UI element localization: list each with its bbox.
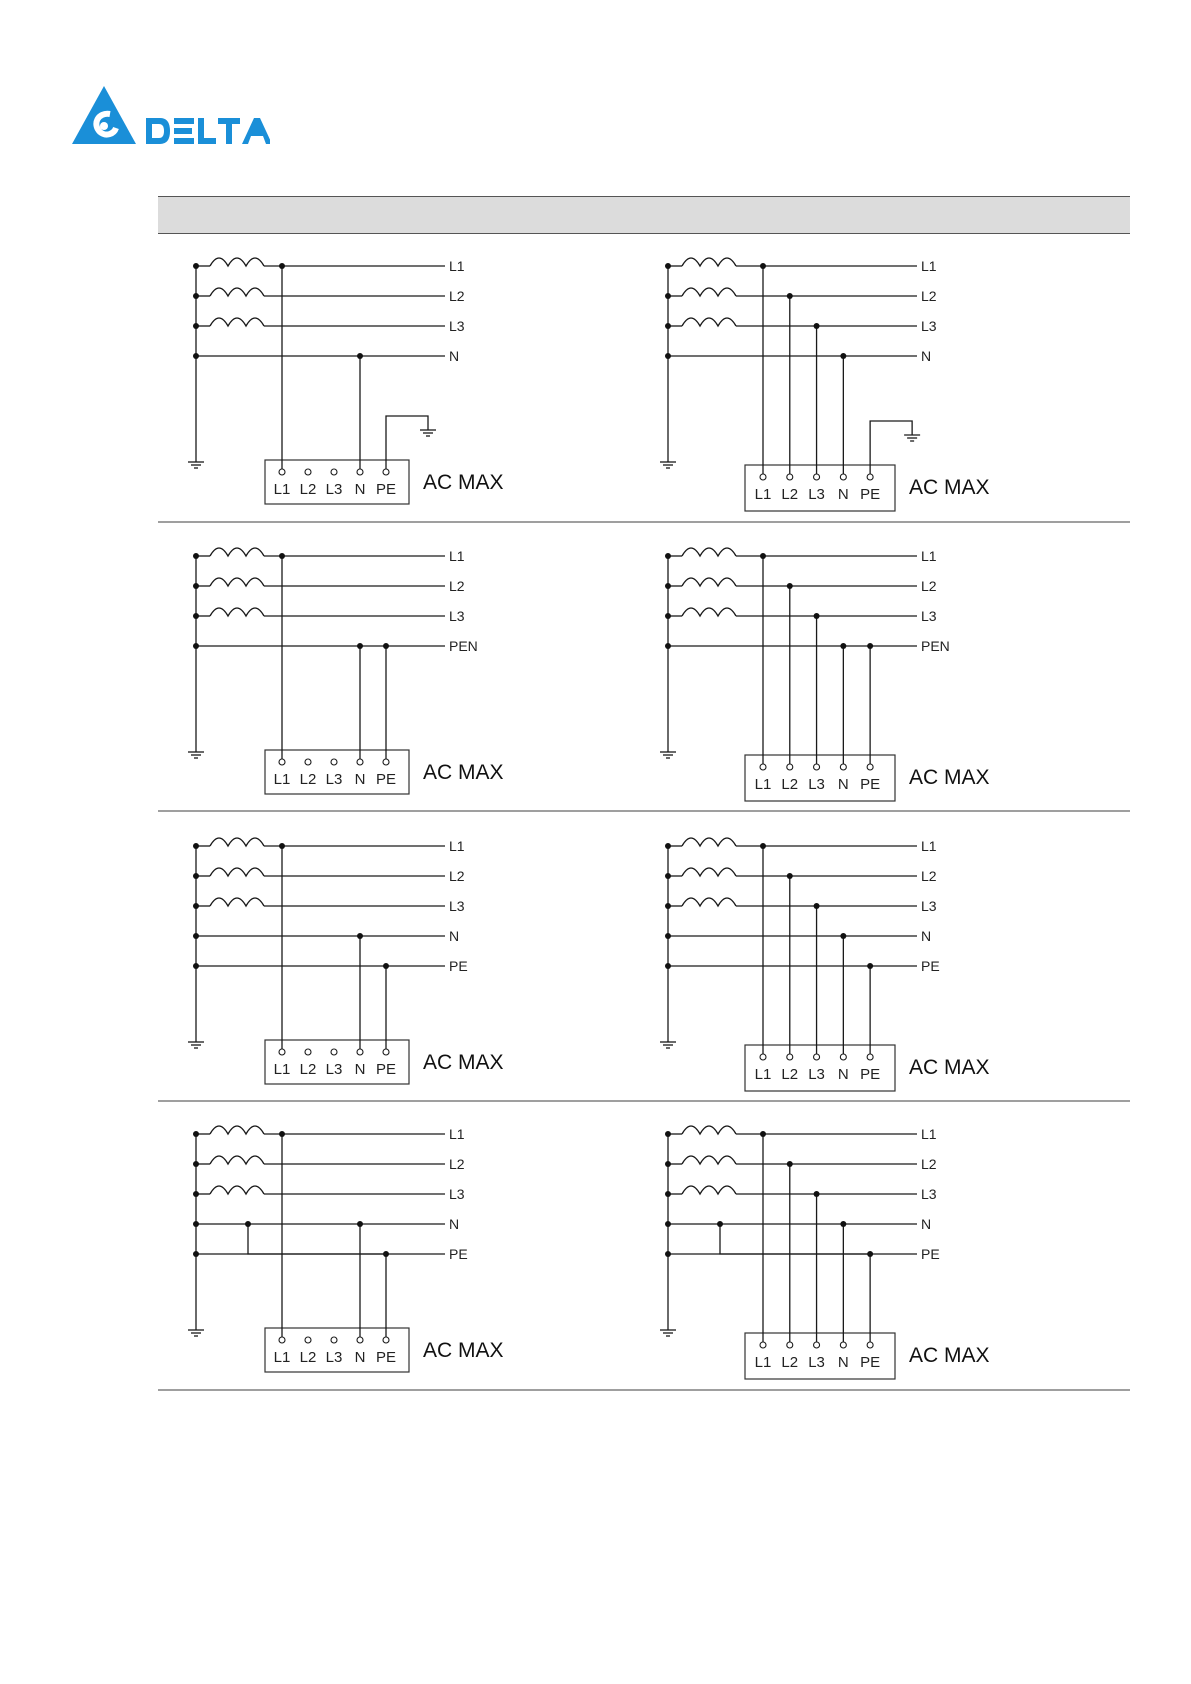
line-label: L2 (921, 578, 937, 594)
terminal-label: L2 (299, 1061, 317, 1078)
coil-icon (682, 288, 736, 296)
junction-dot (193, 1161, 199, 1167)
junction-dot (193, 903, 199, 909)
terminal-icon (840, 474, 846, 480)
terminal-icon (331, 1049, 337, 1055)
line-label: L1 (921, 258, 937, 274)
coil-icon (682, 608, 736, 616)
coil-icon (210, 258, 264, 266)
terminal-label: PE (860, 1066, 881, 1083)
terminal-label: PE (375, 1349, 397, 1366)
coil-icon (210, 318, 264, 326)
terminal-icon (331, 1337, 337, 1343)
line-label: L3 (449, 318, 465, 334)
terminal-icon (383, 1049, 389, 1055)
junction-dot (760, 843, 766, 849)
terminal-icon (814, 1342, 820, 1348)
pe-bridge-wire (720, 1224, 870, 1254)
terminal-icon (760, 1342, 766, 1348)
terminal-label: L1 (273, 481, 291, 498)
line-label: N (449, 348, 460, 364)
wiring-diagram (188, 258, 504, 504)
terminal-label: N (354, 1349, 366, 1366)
line-label: L3 (921, 1186, 937, 1202)
coil-icon (682, 1156, 736, 1164)
device-label: AC MAX (423, 1339, 504, 1362)
junction-dot (193, 643, 199, 649)
terminal-label: L1 (273, 1349, 291, 1366)
wiring-diagram (660, 258, 990, 511)
terminal-icon (840, 1054, 846, 1060)
junction-dot (814, 613, 820, 619)
junction-dot (665, 353, 671, 359)
terminal-icon (867, 1054, 873, 1060)
device-label: AC MAX (423, 471, 504, 494)
terminal-label: PE (375, 481, 397, 498)
terminal-icon (279, 1337, 285, 1343)
terminal-label: L1 (273, 1061, 291, 1078)
coil-icon (682, 868, 736, 876)
terminal-icon (279, 759, 285, 765)
junction-dot (279, 553, 285, 559)
line-label: L1 (921, 1126, 937, 1142)
junction-dot (665, 933, 671, 939)
terminal-icon (760, 474, 766, 480)
terminal-label: L3 (325, 481, 343, 498)
line-label: L1 (921, 548, 937, 564)
coil-icon (682, 548, 736, 556)
terminal-label: L1 (754, 776, 772, 793)
line-label: L2 (921, 868, 937, 884)
device-label: AC MAX (909, 766, 990, 789)
junction-dot (193, 1251, 199, 1257)
junction-dot (665, 873, 671, 879)
terminal-label: L2 (781, 1066, 799, 1083)
junction-dot (193, 553, 199, 559)
junction-dot (665, 553, 671, 559)
terminal-label: L2 (781, 1354, 799, 1371)
terminal-label: L2 (781, 486, 799, 503)
line-label: L2 (449, 288, 465, 304)
wiring-diagram (660, 548, 990, 801)
junction-dot (867, 643, 873, 649)
junction-dot (279, 1131, 285, 1137)
coil-icon (682, 838, 736, 846)
junction-dot (867, 963, 873, 969)
line-label: L1 (449, 838, 465, 854)
terminal-label: N (354, 481, 366, 498)
junction-dot (840, 643, 846, 649)
coil-icon (682, 318, 736, 326)
terminal-label: PE (375, 1061, 397, 1078)
terminal-label: PE (860, 486, 881, 503)
line-label: L3 (921, 898, 937, 914)
junction-dot (357, 643, 363, 649)
terminal-icon (331, 469, 337, 475)
junction-dot (665, 963, 671, 969)
coil-icon (210, 1156, 264, 1164)
terminal-icon (357, 759, 363, 765)
junction-dot (193, 1221, 199, 1227)
line-label: L3 (449, 608, 465, 624)
coil-icon (210, 1186, 264, 1194)
terminal-icon (787, 474, 793, 480)
junction-dot (814, 323, 820, 329)
junction-dot (193, 353, 199, 359)
terminal-icon (383, 469, 389, 475)
line-label: PEN (449, 638, 478, 654)
terminal-label: PE (860, 1354, 881, 1371)
terminal-icon (867, 1342, 873, 1348)
terminal-label: L1 (754, 1354, 772, 1371)
device-label: AC MAX (909, 1056, 990, 1079)
line-label: L3 (921, 318, 937, 334)
coil-icon (210, 288, 264, 296)
junction-dot (357, 1221, 363, 1227)
junction-dot (193, 963, 199, 969)
terminal-icon (814, 474, 820, 480)
terminal-icon (357, 1049, 363, 1055)
junction-dot (840, 933, 846, 939)
terminal-icon (357, 1337, 363, 1343)
junction-dot (279, 843, 285, 849)
wiring-diagram (660, 1126, 990, 1379)
coil-icon (210, 608, 264, 616)
junction-dot (665, 583, 671, 589)
junction-dot (717, 1221, 723, 1227)
terminal-label: N (837, 1066, 849, 1083)
terminal-icon (840, 1342, 846, 1348)
junction-dot (357, 353, 363, 359)
line-label: L2 (449, 1156, 465, 1172)
terminal-label: N (837, 1354, 849, 1371)
terminal-label: N (837, 486, 849, 503)
terminal-icon (760, 764, 766, 770)
line-label: N (921, 1216, 932, 1232)
junction-dot (665, 843, 671, 849)
coil-icon (210, 868, 264, 876)
line-label: L1 (449, 1126, 465, 1142)
terminal-icon (814, 764, 820, 770)
junction-dot (193, 1191, 199, 1197)
junction-dot (665, 613, 671, 619)
junction-dot (383, 643, 389, 649)
terminal-icon (787, 1054, 793, 1060)
junction-dot (193, 323, 199, 329)
junction-dot (665, 293, 671, 299)
junction-dot (787, 583, 793, 589)
terminal-label: N (354, 771, 366, 788)
line-label: L1 (449, 258, 465, 274)
line-label: L2 (921, 288, 937, 304)
wiring-diagram (188, 548, 504, 794)
device-label: AC MAX (423, 1051, 504, 1074)
terminal-icon (840, 764, 846, 770)
coil-icon (210, 838, 264, 846)
terminal-icon (867, 474, 873, 480)
line-label: L3 (449, 898, 465, 914)
junction-dot (665, 643, 671, 649)
device-label: AC MAX (909, 476, 990, 499)
junction-dot (193, 933, 199, 939)
terminal-icon (305, 1049, 311, 1055)
terminal-label: L3 (808, 776, 825, 793)
coil-icon (210, 578, 264, 586)
line-label: N (921, 348, 932, 364)
terminal-icon (279, 469, 285, 475)
junction-dot (279, 263, 285, 269)
terminal-icon (383, 759, 389, 765)
terminal-label: L3 (325, 771, 343, 788)
terminal-label: L1 (754, 486, 772, 503)
terminal-icon (383, 1337, 389, 1343)
device-label: AC MAX (909, 1344, 990, 1367)
junction-dot (193, 1131, 199, 1137)
line-label: L3 (449, 1186, 465, 1202)
junction-dot (665, 1131, 671, 1137)
junction-dot (665, 1161, 671, 1167)
wiring-diagram (660, 838, 990, 1091)
junction-dot (787, 873, 793, 879)
line-label: L1 (449, 548, 465, 564)
junction-dot (193, 613, 199, 619)
terminal-label: L3 (325, 1349, 343, 1366)
junction-dot (760, 553, 766, 559)
terminal-icon (305, 469, 311, 475)
coil-icon (210, 1126, 264, 1134)
pe-bridge-wire (248, 1224, 386, 1254)
line-label: L2 (921, 1156, 937, 1172)
junction-dot (193, 843, 199, 849)
line-label: L1 (921, 838, 937, 854)
terminal-icon (331, 759, 337, 765)
terminal-label: PE (860, 776, 881, 793)
coil-icon (682, 1186, 736, 1194)
terminal-icon (305, 1337, 311, 1343)
junction-dot (760, 263, 766, 269)
terminal-icon (760, 1054, 766, 1060)
junction-dot (760, 1131, 766, 1137)
coil-icon (210, 548, 264, 556)
junction-dot (665, 1191, 671, 1197)
coil-icon (210, 898, 264, 906)
terminal-label: L1 (754, 1066, 772, 1083)
line-label: N (449, 928, 460, 944)
junction-dot (814, 903, 820, 909)
terminal-label: L3 (808, 1354, 825, 1371)
terminal-icon (787, 1342, 793, 1348)
terminal-icon (787, 764, 793, 770)
junction-dot (193, 293, 199, 299)
junction-dot (787, 293, 793, 299)
junction-dot (665, 903, 671, 909)
terminal-label: PE (375, 771, 397, 788)
coil-icon (682, 578, 736, 586)
coil-icon (682, 258, 736, 266)
pe-wire (386, 416, 428, 469)
wiring-diagram (188, 1126, 504, 1372)
line-label: L2 (449, 578, 465, 594)
terminal-icon (814, 1054, 820, 1060)
terminal-label: L3 (808, 1066, 825, 1083)
junction-dot (665, 263, 671, 269)
junction-dot (193, 263, 199, 269)
junction-dot (193, 583, 199, 589)
line-label: PE (449, 1246, 468, 1262)
terminal-icon (279, 1049, 285, 1055)
line-label: PE (921, 1246, 940, 1262)
terminal-label: L2 (781, 776, 799, 793)
terminal-icon (867, 764, 873, 770)
terminal-label: L2 (299, 1349, 317, 1366)
line-label: L3 (921, 608, 937, 624)
junction-dot (840, 1221, 846, 1227)
terminal-icon (357, 469, 363, 475)
device-label: AC MAX (423, 761, 504, 784)
terminal-label: N (354, 1061, 366, 1078)
junction-dot (665, 323, 671, 329)
line-label: PE (921, 958, 940, 974)
junction-dot (193, 873, 199, 879)
terminal-label: L2 (299, 481, 317, 498)
line-label: N (921, 928, 932, 944)
terminal-label: L3 (325, 1061, 343, 1078)
terminal-label: L2 (299, 771, 317, 788)
junction-dot (665, 1251, 671, 1257)
junction-dot (787, 1161, 793, 1167)
junction-dot (840, 353, 846, 359)
line-label: PE (449, 958, 468, 974)
pe-wire (870, 421, 912, 474)
line-label: N (449, 1216, 460, 1232)
junction-dot (665, 1221, 671, 1227)
terminal-icon (305, 759, 311, 765)
terminal-label: N (837, 776, 849, 793)
terminal-label: L3 (808, 486, 825, 503)
junction-dot (245, 1221, 251, 1227)
line-label: PEN (921, 638, 950, 654)
junction-dot (357, 933, 363, 939)
wiring-diagram (188, 838, 504, 1084)
terminal-label: L1 (273, 771, 291, 788)
junction-dot (814, 1191, 820, 1197)
junction-dot (383, 963, 389, 969)
line-label: L2 (449, 868, 465, 884)
coil-icon (682, 1126, 736, 1134)
coil-icon (682, 898, 736, 906)
